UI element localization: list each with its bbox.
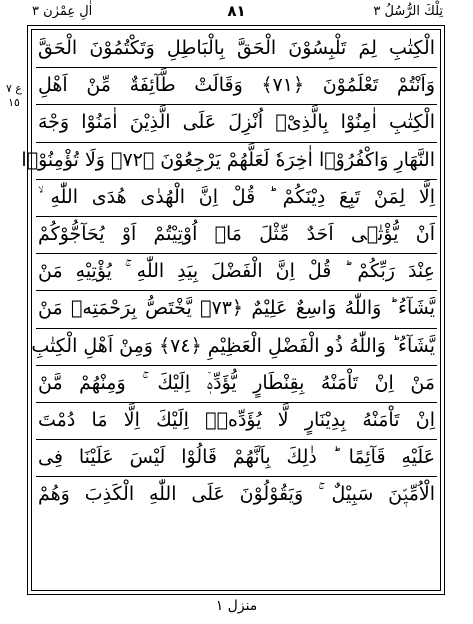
text-line: اَنْ یُّؤْتٰۤى اَحَدٌ مِّثْلَ مَاۤ اُوْتِیْتُمْ اَوْ یُحَآجُّوْكُمْ (36, 217, 437, 254)
text-line: مَنْ اِنْ تَاْمَنْهُ بِقِنْطَارٍ یُّؤَدِّهٖۤ اِلَیْكَ ۚ وَمِنْهُمْ مَّنْ (36, 366, 437, 403)
text-line: اِنْ تَاْمَنْهُ بِدِیْنَارٍ لَّا یُؤَدِّهٖۤ اِلَیْكَ اِلَّا مَا دُمْتَ (36, 403, 437, 440)
text-line: الْكِتٰبِ لِمَ تَلْبِسُوْنَ الْحَقَّ بِالْبَاطِلِ وَتَكْتُمُوْنَ الْحَقَّ (36, 31, 437, 68)
surah-title: اٰلِ عِمْرٰن ٣ (32, 4, 93, 19)
text-line: وَاَنْتُمْ تَعْلَمُوْنَ ﴿٧١﴾ وَقَالَتْ طَّآئِفَةٌ مِّنْ اَهْلِ (36, 68, 437, 105)
page-number: ٨١ (227, 2, 246, 20)
text-line: الْاُمِّیّٖنَ سَبِیْلٌ ۚ وَیَقُوْلُوْنَ عَلَى اللّٰهِ الْكَذِبَ وَهُمْ (38, 483, 435, 506)
text-line: عِنْدَ رَبِّكُمْ ؕ قُلْ اِنَّ الْفَضْلَ بِیَدِ اللّٰهِ ۚ یُؤْتِیْهِ مَنْ (36, 254, 437, 291)
text-line: النَّهَارِ وَاكْفُرُوْۤا اٰخِرَهٗ لَعَلَّهُمْ یَرْجِعُوْنَ ﴿٧٢﴾ وَلَا تُؤْمِنُوْۤا (36, 143, 437, 180)
quran-text-block (21, 31, 437, 589)
text-line: عَلَیْهِ قَآئِمًا ؕ ذٰلِكَ بِاَنَّهُمْ قَالُوْا لَیْسَ عَلَیْنَا فِی (36, 440, 437, 477)
text-line: الْكِتٰبِ اٰمِنُوْا بِالَّذِیْۤ اُنْزِلَ عَلَى الَّذِیْنَ اٰمَنُوْا وَجْهَ (36, 105, 437, 142)
text-line: اِلَّا لِمَنْ تَبِعَ دِیْنَكُمْ ؕ قُلْ اِنَّ الْهُدٰى هُدَى اللّٰهِ ۙ (36, 180, 437, 217)
text-line: یَّشَآءُ ؕ وَاللّٰهُ ذُو الْفَضْلِ الْعَظِیْمِ ﴿٧٤﴾ وَمِنْ اَهْلِ الْكِتٰبِ (36, 329, 437, 366)
text-line: یَّشَآءُ ؕ وَاللّٰهُ وَاسِعٌ عَلِیْمٌ ﴿٧٣﴾ یَّخْتَصُّ بِرَحْمَتِهٖ مَنْ (36, 291, 437, 328)
juz-title: تِلْكَ الرُّسُلُ ٣ (373, 4, 443, 19)
ruku-margin-note: ع ٧ ١٥ (6, 82, 22, 109)
page-header (0, 0, 473, 26)
manzil-footer: منزل ١ (215, 598, 258, 614)
